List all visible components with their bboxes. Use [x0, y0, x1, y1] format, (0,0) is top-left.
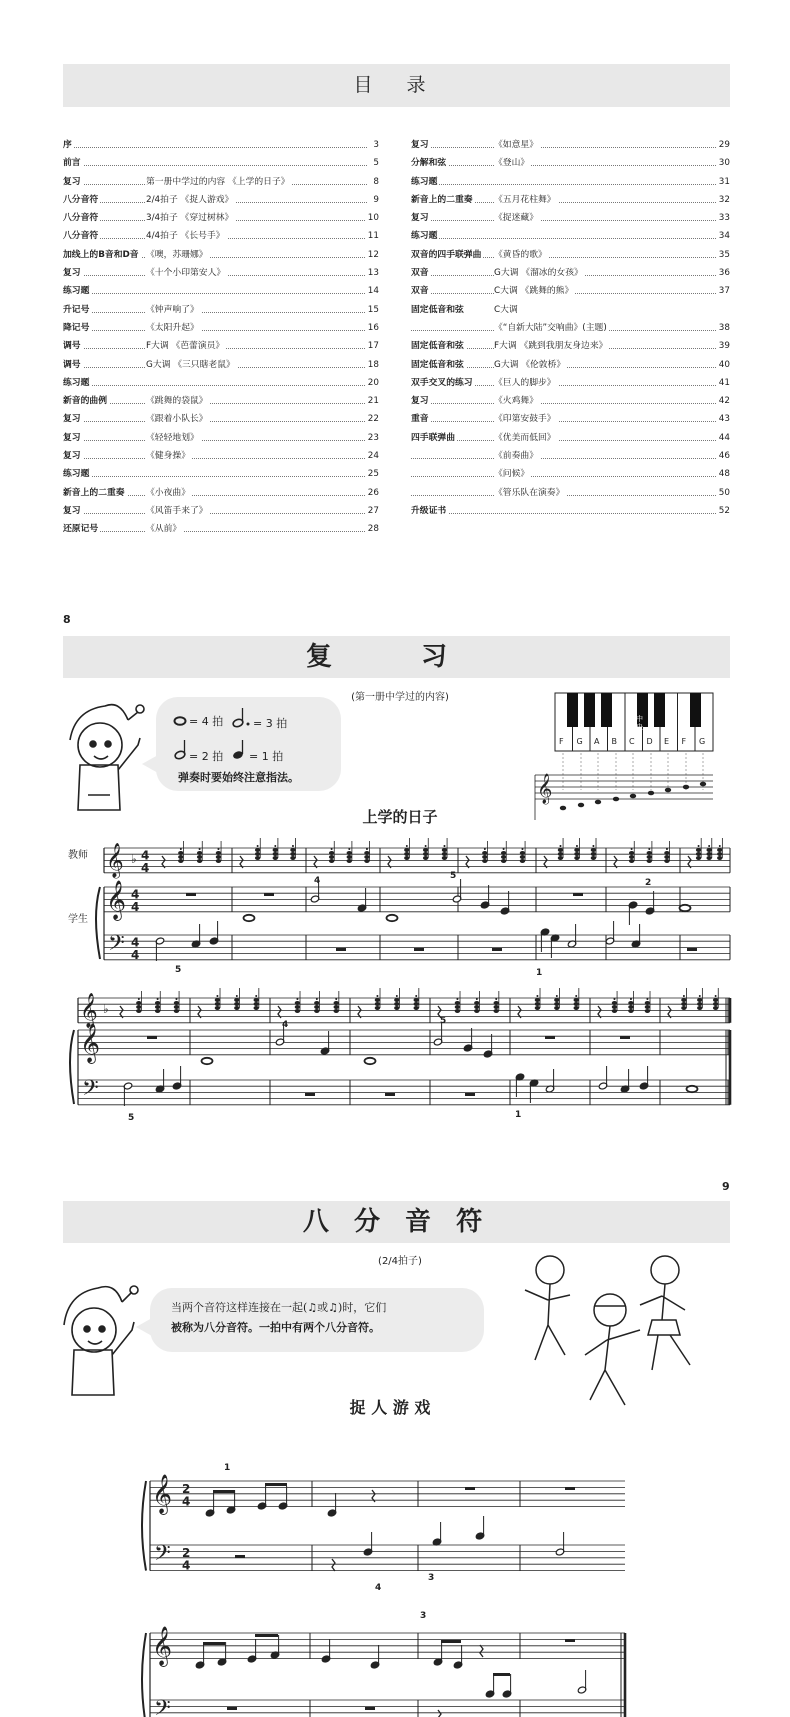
legend-whole: = 4 拍 — [189, 715, 224, 728]
eighth-beam — [255, 1634, 278, 1637]
clef-symbol: 𝄢 — [154, 1696, 171, 1717]
quarter-rest — [438, 1710, 441, 1717]
page-number-8: 8 — [63, 613, 71, 626]
toc-entry-page: 11 — [366, 227, 379, 245]
review-subtitle: (第一册中学过的内容) — [351, 692, 449, 703]
toc-leader — [63, 385, 367, 386]
page-number-9: 9 — [722, 1180, 730, 1193]
toc-entry-subtitle: 《前奏曲》 — [494, 447, 540, 465]
toc-entry-label: 复习 — [411, 136, 431, 154]
toc-entry-subtitle: G大调 《三只瞎老鼠》 — [146, 356, 237, 374]
toc-entry-label: 练习题 — [411, 227, 439, 245]
toc-leader — [411, 403, 718, 404]
toc-entry-page: 46 — [717, 447, 730, 465]
legend-quarter: = 1 拍 — [249, 750, 284, 763]
toc-entry-label: 调号 — [63, 356, 83, 374]
toc-entry-label: 练习题 — [63, 282, 91, 300]
toc-entry-page: 14 — [366, 282, 379, 300]
toc-entry-page: 43 — [717, 410, 730, 428]
toc-entry-subtitle: 《轻轻地划》 — [146, 429, 201, 447]
section-title-eighth-notes: 八 分 音 符 — [63, 1201, 730, 1243]
time-sig-num: 4 — [141, 848, 150, 863]
toc-entry-label: 复习 — [411, 392, 431, 410]
toc-leader — [411, 440, 718, 441]
toc-entry-page: 3 — [371, 136, 379, 154]
toc-entry-page: 8 — [371, 173, 379, 191]
toc-entry-subtitle: C大调 — [494, 301, 520, 319]
toc-entry-page: 17 — [366, 337, 379, 355]
fingering-number: 2 — [645, 878, 652, 888]
toc-entry-page: 20 — [366, 374, 379, 392]
toc-entry-subtitle: 《问候》 — [494, 465, 531, 483]
toc-entry-subtitle: 《印第安鼓手》 — [494, 410, 558, 428]
time-sig-den: 4 — [182, 1494, 191, 1509]
fingering-number: 3 — [428, 1573, 435, 1583]
key-label: F — [559, 737, 564, 746]
toc-entry-subtitle: 《太阳升起》 — [146, 319, 201, 337]
toc-entry-subtitle: 《登山》 — [494, 154, 531, 172]
toc-entry-page: 35 — [717, 246, 730, 264]
toc-entry-label: 新音的曲例 — [63, 392, 109, 410]
toc-entry-label: 固定低音和弦 — [411, 337, 466, 355]
eighth-notes-subtitle: (2/4拍子) — [378, 1256, 422, 1267]
toc-entry-subtitle: 《管乐队在演奏》 — [494, 484, 566, 502]
toc-entry-page: 39 — [717, 337, 730, 355]
toc-leader — [63, 330, 367, 331]
toc-leader — [63, 147, 367, 148]
eighth-beam — [493, 1673, 510, 1676]
eighth-beam — [441, 1640, 461, 1643]
time-sig-den: 4 — [141, 860, 150, 875]
toc-entry-label: 还原记号 — [63, 520, 100, 538]
key-label: B — [611, 737, 617, 746]
toc-entry-page: 26 — [366, 484, 379, 502]
toc-entry-page: 10 — [366, 209, 379, 227]
toc-entry-subtitle: F大调 《芭蕾演员》 — [146, 337, 226, 355]
toc-entry-page: 32 — [717, 191, 730, 209]
time-sig-num: 4 — [131, 935, 140, 950]
toc-entry-page: 5 — [371, 154, 379, 172]
clef-symbol: 𝄞 — [152, 1474, 173, 1514]
toc-entry-page: 40 — [717, 356, 730, 374]
eighth-beam — [213, 1490, 235, 1493]
toc-entry-label: 加线上的B音和D音 — [63, 246, 141, 264]
toc-leader — [63, 440, 367, 441]
toc-leader — [411, 147, 718, 148]
rest-symbol — [565, 1487, 575, 1490]
fingering-number: 1 — [536, 968, 543, 978]
clef-symbol: 𝄢 — [108, 931, 125, 961]
toc-entry-label: 八分音符 — [63, 227, 100, 245]
toc-leader — [63, 312, 367, 313]
toc-entry-label: 练习题 — [63, 465, 91, 483]
toc-leader — [411, 220, 718, 221]
flat-sign: ♭ — [131, 852, 137, 866]
toc-entry-page: 38 — [717, 319, 730, 337]
toc-entry-subtitle: 《火鸡舞》 — [494, 392, 540, 410]
clef-symbol: 𝄞 — [152, 1626, 173, 1666]
toc-entry-page: 15 — [366, 301, 379, 319]
toc-entry-subtitle: 《黄昏的歌》 — [494, 246, 549, 264]
fingering-number: 5 — [175, 965, 182, 975]
eighth-note-tip-line1: 当两个音符这样连接在一起(♫或♫)时，它们 — [171, 1301, 387, 1314]
legend-dotted-half: = 3 拍 — [253, 717, 288, 730]
toc-entry-label: 双手交叉的练习 — [411, 374, 475, 392]
clef-symbol: 𝄢 — [154, 1541, 171, 1571]
toc-entry-page: 31 — [717, 173, 730, 191]
toc-entry-label: 固定低音和弦 — [411, 301, 466, 319]
clef-symbol: 𝄞 — [80, 1023, 101, 1063]
toc-entry-label: 复习 — [63, 429, 83, 447]
toc-entry-subtitle: 《风笛手来了》 — [146, 502, 210, 520]
toc-leader — [63, 293, 367, 294]
time-sig-num: 2 — [182, 1545, 191, 1560]
toc-entry-page: 9 — [371, 191, 379, 209]
toc-entry-page: 24 — [366, 447, 379, 465]
song-title-tag-game: 捉 人 游 戏 — [349, 1398, 431, 1417]
toc-entry-page: 30 — [717, 154, 730, 172]
toc-entry-subtitle: 《跟着小队长》 — [146, 410, 210, 428]
toc-entry-label: 复习 — [63, 502, 83, 520]
toc-leader — [411, 421, 718, 422]
key-label: G — [576, 737, 583, 746]
fingering-number: 4 — [282, 1020, 289, 1030]
time-sig-den: 4 — [131, 947, 140, 962]
rest-symbol — [365, 1707, 375, 1710]
toc-entry-label: 降记号 — [63, 319, 91, 337]
key-label: E — [664, 737, 670, 746]
toc-entry-label: 升记号 — [63, 301, 91, 319]
toc-entry-page: 34 — [717, 227, 730, 245]
toc-entry-page: 29 — [717, 136, 730, 154]
rest-symbol — [235, 1555, 245, 1558]
toc-leader — [411, 513, 718, 514]
toc-entry-subtitle: C大调 《跳舞的熊》 — [494, 282, 575, 300]
toc-entry-page: 36 — [717, 264, 730, 282]
rest-symbol — [227, 1707, 237, 1710]
fingering-number: 1 — [224, 1463, 231, 1473]
toc-entry-subtitle: 第一册中学过的内容 《上学的日子》 — [146, 173, 292, 191]
clef-symbol: 𝄞 — [106, 880, 127, 920]
toc-entry-label: 八分音符 — [63, 209, 100, 227]
middle-c-label: 中央C — [636, 715, 643, 739]
toc-entry-label: 调号 — [63, 337, 83, 355]
clef-symbol: 𝄢 — [82, 1076, 99, 1106]
fingering-tip: 弹奏时要始终注意指法。 — [178, 771, 299, 784]
toc-leader — [411, 238, 718, 239]
toc-leader — [63, 458, 367, 459]
toc-entry-label: 复习 — [63, 447, 83, 465]
flat-sign: ♭ — [103, 1002, 109, 1016]
fingering-number: 3 — [420, 1611, 427, 1621]
toc-entry-label: 四手联弹曲 — [411, 429, 457, 447]
song-title-school-days: 上学的日子 — [362, 808, 438, 826]
toc-entry-label: 升级证书 — [411, 502, 448, 520]
student-label: 学生 — [68, 914, 88, 925]
quarter-rest — [332, 1559, 335, 1571]
time-sig-num: 4 — [131, 887, 140, 902]
toc-entry-subtitle: 《优美而低回》 — [494, 429, 558, 447]
toc-entry-subtitle: 《小夜曲》 — [146, 484, 192, 502]
toc-entry-subtitle: 2/4拍子 《捉人游戏》 — [146, 191, 235, 209]
toc-entry-label: 练习题 — [63, 374, 91, 392]
fingering-number: 1 — [515, 1110, 522, 1120]
toc-entry-subtitle: 《从前》 — [146, 520, 183, 538]
toc-leader — [411, 165, 718, 166]
toc-entry-subtitle: 3/4拍子 《穿过树林》 — [146, 209, 235, 227]
toc-entry-subtitle: 《五月花柱舞》 — [494, 191, 558, 209]
toc-entry-label: 复习 — [411, 209, 431, 227]
teacher-label: 教师 — [68, 850, 88, 861]
toc-leader — [63, 513, 367, 514]
clef-symbol: 𝄞 — [106, 843, 124, 878]
toc-entry-page: 50 — [717, 484, 730, 502]
toc-entry-page: 13 — [366, 264, 379, 282]
toc-entry-label: 重音 — [411, 410, 431, 428]
toc-entry-page: 18 — [366, 356, 379, 374]
toc-entry-page: 42 — [717, 392, 730, 410]
toc-entry-label: 复习 — [63, 173, 83, 191]
brace — [142, 1633, 146, 1717]
key-label: G — [699, 737, 706, 746]
svg-text:𝄞: 𝄞 — [537, 774, 553, 804]
toc-entry-label: 练习题 — [411, 173, 439, 191]
toc-entry-page: 16 — [366, 319, 379, 337]
toc-leader — [63, 421, 367, 422]
legend-half: = 2 拍 — [189, 750, 224, 763]
toc-entry-subtitle: 《健身操》 — [146, 447, 192, 465]
toc-entry-page: 28 — [366, 520, 379, 538]
toc-entry-label: 双音 — [411, 282, 431, 300]
toc-leader — [411, 476, 718, 477]
toc-entry-page: 37 — [717, 282, 730, 300]
toc-entry-subtitle: 《十个小印第安人》 — [146, 264, 227, 282]
toc-entry-page: 25 — [366, 465, 379, 483]
toc-entry-label: 双音 — [411, 264, 431, 282]
brace — [142, 1481, 146, 1571]
toc-entry-label: 新音上的二重奏 — [411, 191, 475, 209]
toc-entry-page: 22 — [366, 410, 379, 428]
eighth-beam — [203, 1642, 225, 1645]
key-label: D — [646, 737, 653, 746]
rest-symbol — [465, 1487, 475, 1490]
fingering-number: 5 — [440, 1016, 447, 1026]
toc-title: 目 录 — [63, 64, 730, 107]
quarter-rest — [480, 1645, 483, 1657]
toc-entry-subtitle: 4/4拍子 《长号手》 — [146, 227, 227, 245]
toc-entry-page: 12 — [366, 246, 379, 264]
eighth-note-tip-line2: 被称为八分音符。一拍中有两个八分音符。 — [171, 1321, 380, 1334]
fingering-number: 4 — [314, 876, 321, 886]
key-label: A — [594, 737, 600, 746]
toc-entry-subtitle: 《噢，苏珊娜》 — [146, 246, 210, 264]
toc-entry-label: 分解和弦 — [411, 154, 448, 172]
fingering-number: 5 — [450, 871, 457, 881]
toc-entry-page: 21 — [366, 392, 379, 410]
toc-entry-subtitle: G大调 《伦敦桥》 — [494, 356, 567, 374]
toc-leader — [63, 531, 367, 532]
key-label: C — [629, 737, 635, 746]
toc-entry-label: 新音上的二重奏 — [63, 484, 127, 502]
toc-leader — [63, 476, 367, 477]
eighth-beam — [265, 1483, 287, 1486]
toc-entry-subtitle: 《捉迷藏》 — [494, 209, 540, 227]
fingering-number: 5 — [128, 1113, 135, 1123]
toc-entry-label: 固定低音和弦 — [411, 356, 466, 374]
fingering-number: 4 — [375, 1583, 382, 1593]
toc-leader — [411, 458, 718, 459]
toc-entry-subtitle: 《钟声响了》 — [146, 301, 201, 319]
toc-entry-label: 复习 — [63, 410, 83, 428]
time-sig-den: 4 — [131, 899, 140, 914]
toc-entry-subtitle: F大调 《跳到我朋友身边来》 — [494, 337, 609, 355]
toc-entry-subtitle: 《“自新大陆”交响曲》(主题) — [494, 319, 609, 337]
toc-entry-subtitle: G大调 《溜冰的女孩》 — [494, 264, 585, 282]
toc-entry-subtitle: 《跳舞的袋鼠》 — [146, 392, 210, 410]
toc-entry-subtitle: 《如意星》 — [494, 136, 540, 154]
toc-leader — [411, 184, 718, 185]
key-label: F — [681, 737, 687, 746]
clef-symbol: 𝄞 — [80, 993, 98, 1028]
toc-entry-label: 双音的四手联弹曲 — [411, 246, 483, 264]
time-sig-num: 2 — [182, 1481, 191, 1496]
toc-entry-page: 41 — [717, 374, 730, 392]
toc-entry-subtitle: 《巨人的脚步》 — [494, 374, 558, 392]
toc-entry-page: 23 — [366, 429, 379, 447]
toc-entry-label: 八分音符 — [63, 191, 100, 209]
toc-entry-label: 前言 — [63, 154, 83, 172]
toc-entry-page: 33 — [717, 209, 730, 227]
time-sig-den: 4 — [182, 1558, 191, 1573]
toc-entry-label: 复习 — [63, 264, 83, 282]
toc-entry-page: 52 — [717, 502, 730, 520]
toc-entry-page: 44 — [717, 429, 730, 447]
toc-entry-page: 48 — [717, 465, 730, 483]
rest-symbol — [565, 1639, 575, 1642]
section-title-review: 复 习 — [63, 636, 730, 678]
toc-leader — [63, 165, 367, 166]
toc-entry-label: 序 — [63, 136, 74, 154]
toc-entry-page: 27 — [366, 502, 379, 520]
